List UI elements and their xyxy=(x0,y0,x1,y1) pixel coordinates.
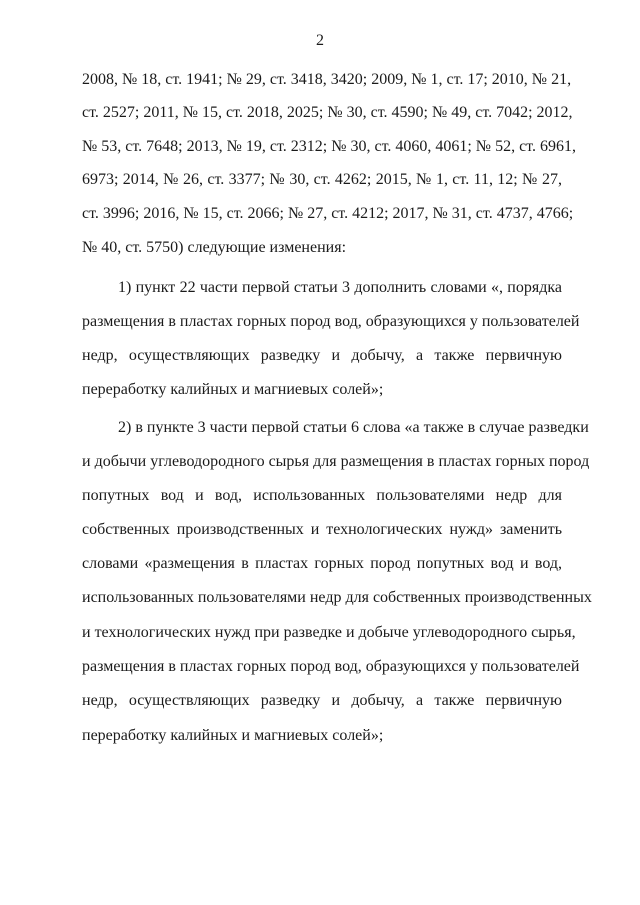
text-line: использованных пользователями недр для собственных производственных xyxy=(82,589,592,606)
paragraph-2-first-line: 2) в пункте 3 части первой статьи 6 слова «а также в случае разведки xyxy=(118,419,589,436)
text-line: собственных производственных и технологических нужд» заменить xyxy=(82,521,562,538)
text-line: и добычи углеводородного сырья для размещения в пластах горных пород xyxy=(82,453,590,470)
text-line: № 53, ст. 7648; 2013, № 19, ст. 2312; № 30, ст. 4060, 4061; № 52, ст. 6961, xyxy=(82,138,576,155)
text-line: ст. 3996; 2016, № 15, ст. 2066; № 27, ст. 4212; 2017, № 31, ст. 4737, 4766; xyxy=(82,205,574,222)
text-line: переработку калийных и магниевых солей»; xyxy=(82,381,384,398)
text-line: недр, осуществляющих разведку и добычу, а также первичную xyxy=(82,692,562,709)
text-line: ст. 2527; 2011, № 15, ст. 2018, 2025; № 30, ст. 4590; № 49, ст. 7042; 2012, xyxy=(82,104,573,121)
text-line: 2008, № 18, ст. 1941; № 29, ст. 3418, 3420; 2009, № 1, ст. 17; 2010, № 21, xyxy=(82,71,572,88)
text-line: размещения в пластах горных пород вод, образующихся у пользователей xyxy=(82,313,580,330)
text-line: попутных вод и вод, использованных пользователями недр для xyxy=(82,487,562,504)
text-line: недр, осуществляющих разведку и добычу, а также первичную xyxy=(82,347,562,364)
page-number: 2 xyxy=(316,32,324,49)
text-line: и технологических нужд при разведке и добыче углеводородного сырья, xyxy=(82,624,576,641)
text-line: переработку калийных и магниевых солей»; xyxy=(82,727,384,744)
text-line: № 40, ст. 5750) следующие изменения: xyxy=(82,239,347,256)
text-line: 6973; 2014, № 26, ст. 3377; № 30, ст. 4262; 2015, № 1, ст. 11, 12; № 27, xyxy=(82,171,562,188)
text-line: словами «размещения в пластах горных пород попутных вод и вод, xyxy=(82,555,562,572)
text-line: размещения в пластах горных пород вод, образующихся у пользователей xyxy=(82,658,580,675)
paragraph-1-first-line: 1) пункт 22 части первой статьи 3 дополнить словами «, порядка xyxy=(118,279,562,296)
